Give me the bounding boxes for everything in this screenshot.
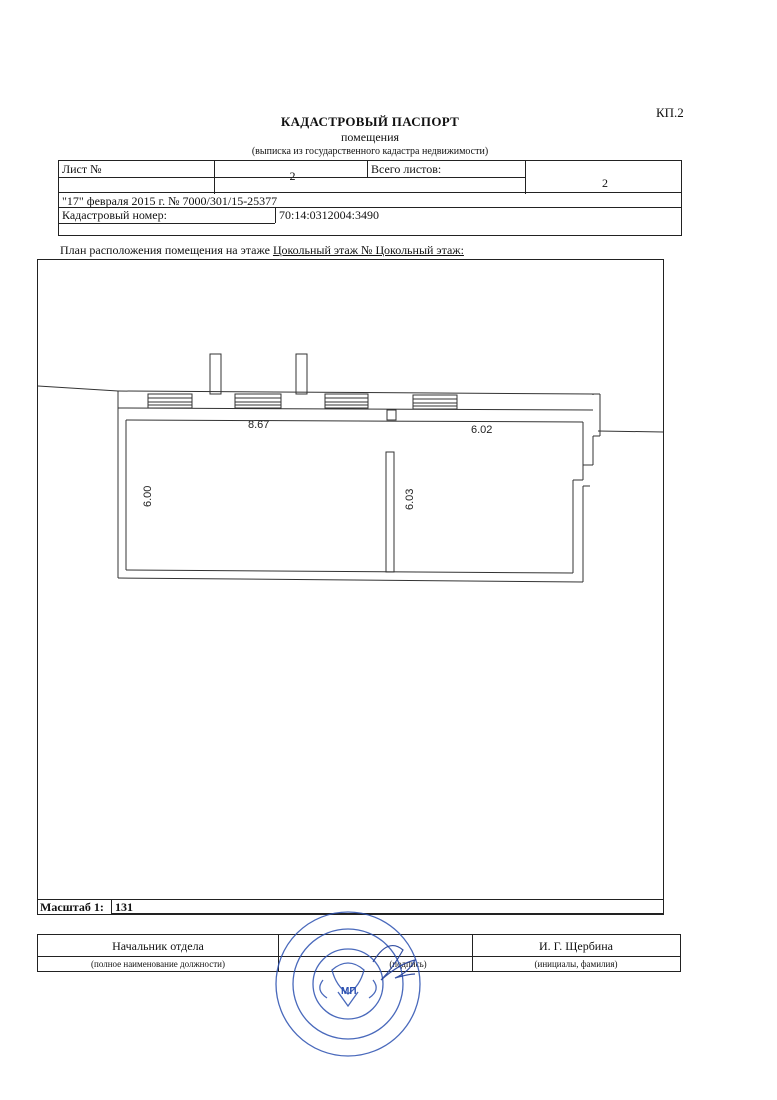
signature-note: (подпись) (389, 959, 427, 969)
window-3 (325, 394, 368, 408)
sheet-label: Лист № (62, 162, 102, 176)
form-code: КП.2 (656, 105, 684, 120)
document-subtitle: помещения (340, 130, 400, 144)
sheet-value: 2 (214, 161, 367, 194)
date-line: "17" февраля 2015 г. № 7000/301/15-25377 (62, 194, 278, 208)
floor-plan-frame (37, 259, 664, 914)
plan-caption-floor: Цокольный этаж № Цокольный этаж: (272, 243, 464, 257)
signer-name: И. Г. Щербина (539, 939, 613, 953)
total-sheets-value: 2 (525, 161, 681, 194)
dim-top-right: 6.02 (471, 424, 493, 436)
sheet-row (58, 160, 682, 193)
dim-left: 6.00 (142, 485, 154, 507)
scale-label: Масштаб 1: (37, 899, 112, 915)
svg-text:МП: МП (341, 986, 357, 997)
cadastral-number: 70:14:0312004:3490 (275, 207, 683, 223)
cadastral-label: Кадастровый номер: (62, 208, 167, 222)
total-sheets-label: Всего листов: (367, 161, 525, 177)
record-block (58, 193, 682, 236)
dim-top-left: 8.67 (248, 419, 270, 431)
scale-value: 131 (112, 899, 664, 915)
dim-middle: 6.03 (404, 488, 416, 510)
document-title: КАДАСТРОВЫЙ ПАСПОРТ (280, 114, 460, 129)
floor-plan-drawing (38, 260, 664, 914)
plan-caption-prefix: План расположения помещения на этаже (60, 243, 270, 257)
plan-caption (60, 243, 464, 258)
signer-name-note: (инициалы, фамилия) (534, 959, 618, 969)
position-note: (полное наименование должности) (91, 959, 225, 969)
official-seal (268, 902, 438, 1062)
position-title: Начальник отдела (112, 939, 204, 953)
window-1 (148, 394, 192, 408)
window-4 (413, 395, 457, 409)
document-subnote: (выписка из государственного кадастра недвижимости) (251, 146, 489, 157)
window-2 (235, 394, 281, 408)
